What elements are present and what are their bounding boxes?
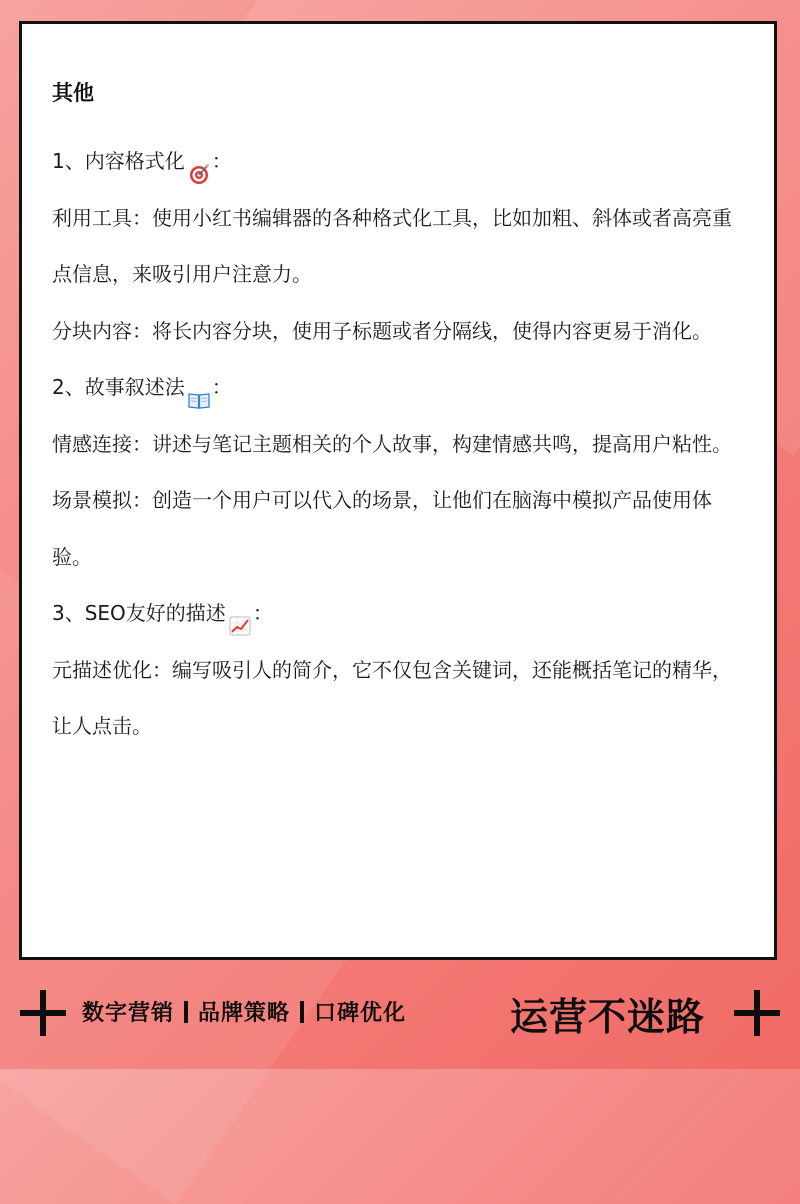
section-heading-text: 1、内容格式化 — [52, 149, 185, 173]
section-heading-2 — [52, 359, 744, 416]
paragraph: 场景模拟：创造一个用户可以代入的场景，让他们在脑海中模拟产品使用体验。 — [52, 488, 712, 569]
section-heading-text: 2、故事叙述法 — [52, 375, 185, 399]
footer-slogan: 运营不迷路 — [510, 995, 706, 1039]
section-heading-suffix: ： — [252, 601, 273, 625]
footer-tag: 品牌策略 — [198, 1001, 291, 1026]
paragraph: 情感连接：讲述与笔记主题相关的个人故事，构建情感共鸣，提高用户粘性。 — [52, 431, 732, 456]
chart-increasing-icon — [229, 602, 251, 624]
paragraph: 元描述优化：编写吸引人的简介，它不仅包含关键词，还能概括笔记的精华，让人点击。 — [52, 657, 732, 738]
paragraph: 利用工具：使用小红书编辑器的各种格式化工具，比如加粗、斜体或者高亮重点信息，来吸引用户注意力。 — [52, 205, 732, 286]
open-book-icon — [188, 376, 210, 398]
footer-tags — [82, 996, 406, 1027]
section-heading-1 — [52, 133, 744, 190]
footer-bar — [0, 982, 800, 1044]
footer-tag: 口碑优化 — [314, 1001, 407, 1026]
target-icon — [188, 150, 210, 172]
card-body — [52, 78, 744, 755]
tag-divider — [300, 1001, 304, 1023]
plus-icon — [20, 990, 66, 1036]
content-card — [19, 21, 777, 960]
footer-tag: 数字营销 — [82, 1001, 175, 1026]
page-title: 其他 — [52, 81, 94, 105]
section-heading-3 — [52, 585, 744, 642]
plus-icon — [734, 990, 780, 1036]
section-heading-suffix: ： — [211, 149, 232, 173]
section-heading-suffix: ： — [211, 375, 232, 399]
paragraph: 分块内容：将长内容分块，使用子标题或者分隔线，使得内容更易于消化。 — [52, 318, 712, 343]
section-heading-text: 3、SEO友好的描述 — [52, 601, 226, 625]
tag-divider — [184, 1001, 188, 1023]
